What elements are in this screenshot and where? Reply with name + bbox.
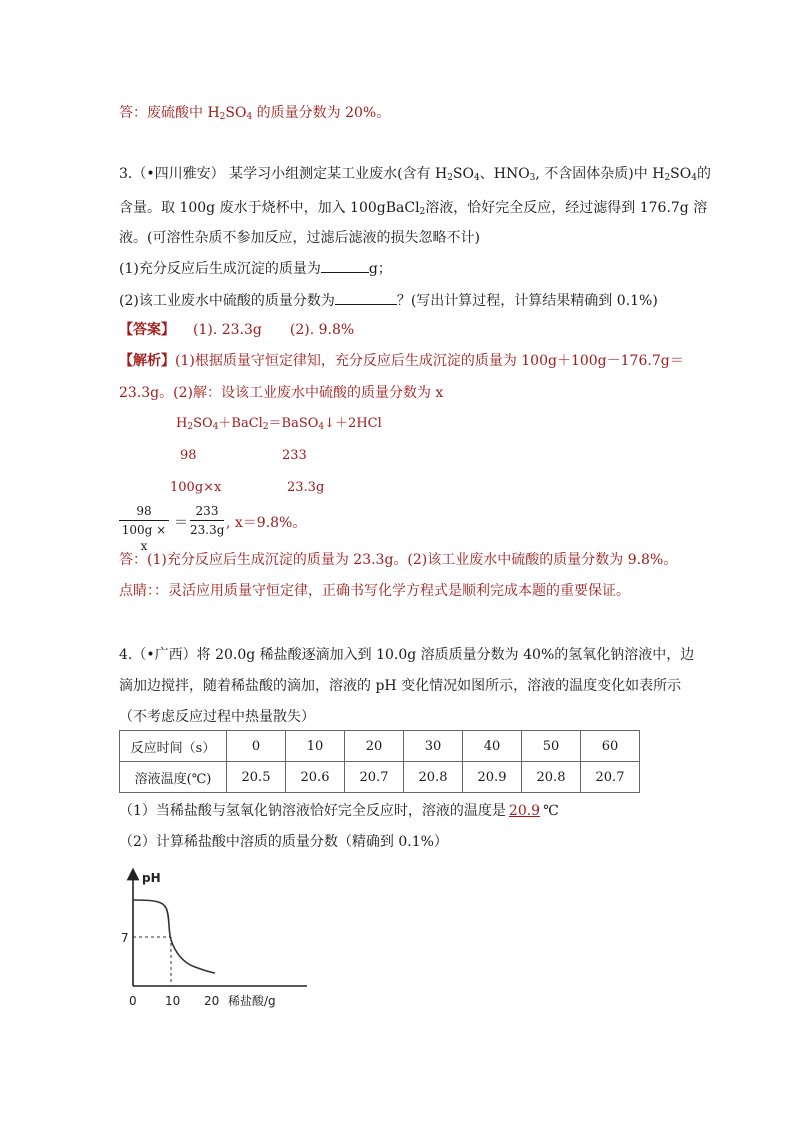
x-tick-20: 20: [204, 994, 220, 1008]
q4-line2: 滴加边搅拌，随着稀盐酸的滴加，溶液的 pH 变化情况如图所示，溶液的温度变化如表所示: [119, 678, 682, 694]
q3-sub1: (1)充分反应后生成沉淀的质量为 g；: [119, 258, 392, 279]
table-cell: 0: [227, 731, 286, 762]
y-tick-7: 7: [121, 931, 129, 945]
q4-sub2: （2）计算稀盐酸中溶质的质量分数（精确到 0.1%）: [119, 834, 448, 850]
q3-line1: 3.（•四川雅安） 某学习小组测定某工业废水(含有 $H_2SO_4$、$HNO_3$, 不含固体杂质)中 $H_2SO_4$的: [119, 166, 711, 183]
table-cell: 20.6: [286, 762, 345, 793]
molar-mass-98: 98: [180, 448, 197, 463]
ph-graph: [115, 868, 315, 1013]
table-cell: 20.8: [522, 762, 581, 793]
table-header-temp: 溶液温度(℃): [120, 762, 227, 793]
mass-100gx: 100g×x: [170, 480, 222, 495]
q3-sub2: (2)该工业废水中硫酸的质量分数为 ？(写出计算过程，计算结果精确到 0.1%): [119, 290, 658, 311]
x-tick-0: 0: [129, 994, 137, 1008]
table-cell: 10: [286, 731, 345, 762]
table-cell: 20: [345, 731, 404, 762]
q3-analysis-1: 【解析】(1)根据质量守恒定律知，充分反应后生成沉淀的质量为 100g＋100g－176.7g＝: [119, 353, 684, 369]
fraction-equals: ＝: [174, 515, 188, 531]
q4-sub1: （1）当稀盐酸与氢氧化钠溶液恰好完全反应时，溶液的温度是 20.9 ℃: [119, 803, 559, 819]
table-cell: 20.9: [463, 762, 522, 793]
table-cell: 60: [581, 731, 640, 762]
table-row: [120, 762, 640, 793]
table-cell: 20.5: [227, 762, 286, 793]
q3-line2: 含量。取 100g 废水于烧杯中，加入 100gBaCl$_2$溶液，恰好完全反应，经过滤得到 176.7g 溶: [119, 200, 708, 217]
table-cell: 40: [463, 731, 522, 762]
q4-sub1-answer: 20.9: [508, 803, 541, 819]
answer-tag: 【答案】: [119, 322, 175, 338]
table-header-time: 反应时间（s）: [120, 731, 227, 762]
chemical-equation: $H_2SO_4+BaCl_2=BaSO_4↓+2HCl$: [176, 416, 382, 432]
previous-answer: 答：废硫酸中 $H_2SO_4$ 的质量分数为 20%。: [119, 105, 391, 122]
fraction-2: 233 23.3g: [190, 504, 225, 537]
q3-line3: 液。(可溶性杂质不参加反应，过滤后滤液的损失忽略不计): [119, 230, 480, 246]
q3-blank-2[interactable]: [335, 290, 397, 305]
mass-23-3g: 23.3g: [287, 480, 325, 495]
y-axis-label: pH: [142, 871, 161, 885]
table-cell: 50: [522, 731, 581, 762]
table-cell: 20.8: [404, 762, 463, 793]
fraction-1: 98 100g × x: [119, 503, 169, 554]
table-cell: 20.7: [345, 762, 404, 793]
q3-tip: 点睛：：灵活应用质量守恒定律，正确书写化学方程式是顺利完成本题的重要保证。: [119, 583, 630, 599]
q3-conclusion: 答：(1)充分反应后生成沉淀的质量为 23.3g。(2)该工业废水中硫酸的质量分数为 9.8%。: [119, 552, 678, 568]
table-cell: 30: [404, 731, 463, 762]
q4-line1: 4.（•广西）将 20.0g 稀盐酸逐滴加入到 10.0g 溶质质量分数为 40%的氢氧化钠溶液中，边: [119, 647, 695, 663]
molar-mass-233: 233: [282, 448, 307, 463]
x-axis-label: 稀盐酸/g: [228, 994, 276, 1008]
analysis-tag: 【解析】: [119, 353, 175, 369]
table-row: [120, 731, 640, 762]
table-cell: 20.7: [581, 762, 640, 793]
q3-blank-1[interactable]: [321, 258, 369, 273]
q4-line3: （不考虑反应过程中热量散失）: [119, 709, 315, 725]
q3-analysis-2: 23.3g。(2)解：设该工业废水中硫酸的质量分数为 x: [119, 385, 444, 401]
q3-answer: 【答案】 (1). 23.3g (2). 9.8%: [119, 322, 355, 338]
x-tick-10: 10: [165, 994, 181, 1008]
temperature-table: [119, 730, 640, 793]
result-x: , x＝9.8%。: [226, 515, 307, 531]
